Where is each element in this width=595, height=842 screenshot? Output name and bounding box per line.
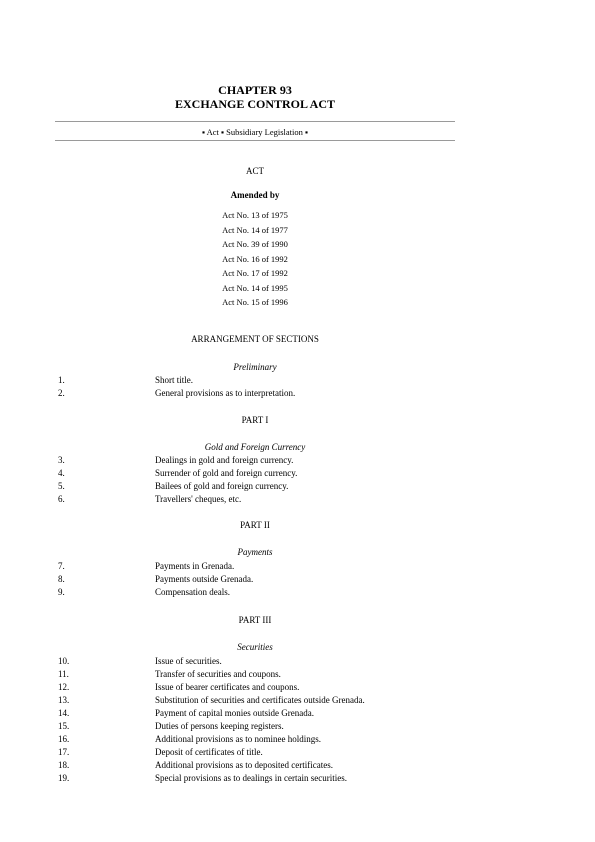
- amendment-entry: Act No. 16 of 1992: [222, 253, 288, 264]
- section-number: 10.: [58, 656, 70, 666]
- section-title: Special provisions as to dealings in certain securities.: [155, 773, 347, 783]
- section-number: 11.: [58, 669, 69, 679]
- section-number: 15.: [58, 721, 70, 731]
- section-number: 13.: [58, 695, 70, 705]
- amendment-entry: Act No. 14 of 1995: [222, 282, 288, 293]
- section-row[interactable]: [58, 681, 498, 693]
- section-row[interactable]: [58, 707, 498, 719]
- section-row[interactable]: [58, 387, 498, 399]
- section-title: Substitution of securities and certificates outside Grenada.: [155, 695, 365, 705]
- section-row[interactable]: [58, 586, 498, 598]
- section-number: 4.: [58, 468, 65, 478]
- amendment-entry: Act No. 15 of 1996: [222, 297, 288, 307]
- section-title: Deposit of certificates of title.: [155, 747, 263, 757]
- amendment-entry: Act No. 14 of 1977: [222, 224, 288, 235]
- part-label-2: PART II: [240, 520, 270, 530]
- group-heading-payments: Payments: [237, 547, 273, 557]
- amended-by-label: Amended by: [230, 190, 280, 200]
- section-number: 19.: [58, 773, 70, 783]
- section-title: Bailees of gold and foreign currency.: [155, 481, 289, 491]
- section-number: 1.: [58, 375, 65, 385]
- section-title: Additional provisions as to nominee holdings.: [155, 734, 321, 744]
- section-number: 2.: [58, 388, 65, 398]
- section-number: 18.: [58, 760, 70, 770]
- section-row[interactable]: [58, 759, 498, 771]
- section-number: 7.: [58, 561, 65, 571]
- section-title: Payment of capital monies outside Grenada.: [155, 708, 314, 718]
- amendment-entry: Act No. 39 of 1990: [222, 239, 288, 249]
- section-row[interactable]: [58, 733, 498, 745]
- section-row[interactable]: [58, 573, 498, 585]
- section-number: 14.: [58, 708, 70, 718]
- section-number: 16.: [58, 734, 70, 744]
- section-row[interactable]: [58, 694, 498, 706]
- section-row[interactable]: [58, 746, 498, 758]
- section-row[interactable]: [58, 493, 498, 505]
- section-row[interactable]: [58, 668, 498, 680]
- nav-links[interactable]: ▪ Act ▪ Subsidiary Legislation ▪: [201, 127, 309, 137]
- act-heading: ACT: [246, 166, 264, 176]
- group-heading-securities: Securities: [237, 642, 273, 652]
- group-heading-preliminary: Preliminary: [233, 362, 277, 372]
- bottom-rule: [55, 140, 455, 141]
- section-title: Dealings in gold and foreign currency.: [155, 455, 294, 465]
- section-row[interactable]: [58, 480, 498, 492]
- section-number: 3.: [58, 455, 65, 465]
- arrangement-heading: ARRANGEMENT OF SECTIONS: [191, 334, 319, 344]
- section-row[interactable]: [58, 454, 498, 466]
- section-title: General provisions as to interpretation.: [155, 388, 296, 398]
- section-number: 12.: [58, 682, 70, 692]
- section-number: 8.: [58, 574, 65, 584]
- section-row[interactable]: [58, 467, 498, 479]
- act-title: EXCHANGE CONTROL ACT: [174, 97, 336, 111]
- section-number: 17.: [58, 747, 70, 757]
- part-label-1: PART I: [241, 415, 269, 425]
- section-row[interactable]: [58, 655, 498, 667]
- chapter-number: CHAPTER 93: [218, 83, 292, 97]
- amendment-entry: Act No. 17 of 1992: [222, 268, 288, 278]
- section-row[interactable]: [58, 374, 498, 386]
- section-number: 5.: [58, 481, 65, 491]
- section-title: Short title.: [155, 375, 193, 385]
- section-title: Surrender of gold and foreign currency.: [155, 468, 298, 478]
- section-title: Duties of persons keeping registers.: [155, 721, 284, 731]
- section-title: Issue of bearer certificates and coupons.: [155, 682, 300, 692]
- group-heading-gold: Gold and Foreign Currency: [204, 442, 306, 452]
- section-number: 9.: [58, 587, 65, 597]
- part-label-3: PART III: [238, 615, 272, 625]
- section-row[interactable]: [58, 772, 498, 784]
- amendment-entry: Act No. 13 of 1975: [222, 210, 288, 220]
- section-title: Transfer of securities and coupons.: [155, 669, 281, 679]
- section-title: Issue of securities.: [155, 656, 222, 666]
- section-row[interactable]: [58, 720, 498, 732]
- section-title: Payments in Grenada.: [155, 561, 235, 571]
- section-title: Travellers' cheques, etc.: [155, 494, 242, 504]
- section-title: Additional provisions as to deposited certificates.: [155, 760, 333, 770]
- section-number: 6.: [58, 494, 65, 504]
- section-title: Payments outside Grenada.: [155, 574, 254, 584]
- top-rule: [55, 121, 455, 122]
- section-row[interactable]: [58, 560, 498, 572]
- section-title: Compensation deals.: [155, 587, 230, 597]
